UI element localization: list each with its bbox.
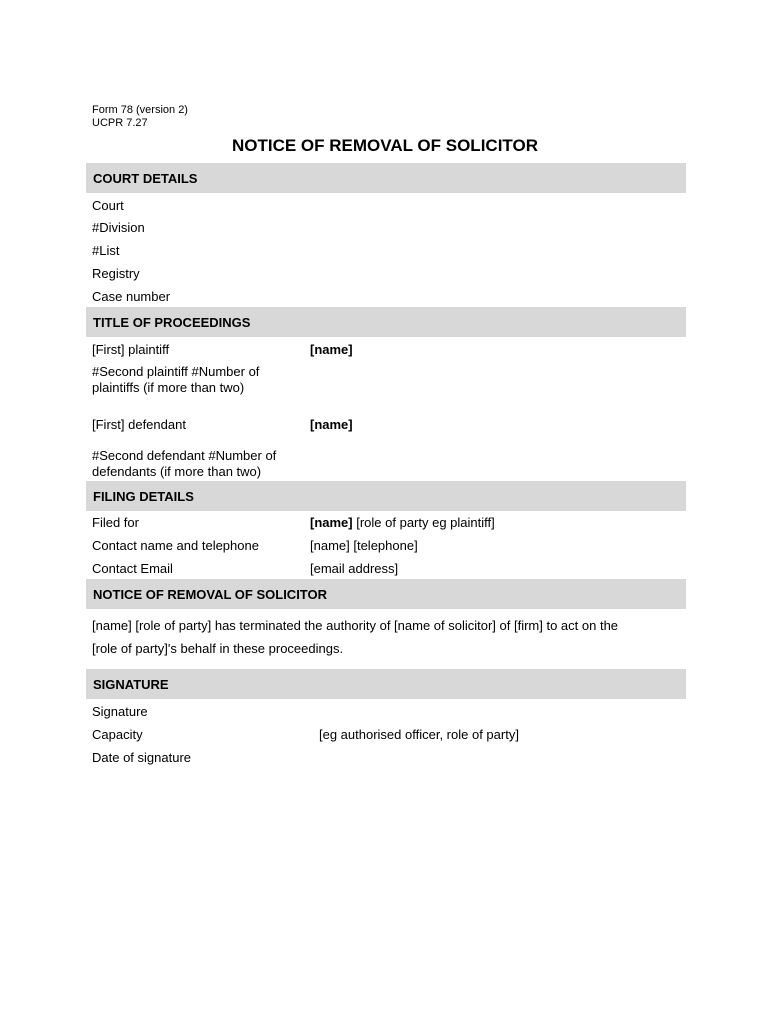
- document-title: NOTICE OF REMOVAL OF SOLICITOR: [231, 136, 538, 155]
- registry-label: Registry: [92, 266, 140, 281]
- filed-for-value: [310, 515, 495, 531]
- capacity-label: Capacity: [92, 727, 143, 742]
- form-number: Form 78 (version 2): [92, 104, 188, 116]
- first-plaintiff-value: [name]: [310, 342, 353, 357]
- form-identifier: [92, 104, 188, 130]
- section-heading: TITLE OF PROCEEDINGS: [93, 315, 251, 330]
- section-header-signature: [86, 669, 686, 699]
- section-heading: SIGNATURE: [93, 677, 169, 692]
- notice-text-line2: [role of party]'s behalf in these proceedings.: [92, 641, 344, 656]
- list-label: #List: [92, 243, 120, 258]
- second-plaintiff-label: [92, 364, 259, 396]
- first-defendant-value: [name]: [310, 417, 353, 432]
- contact-email-label: Contact Email: [92, 561, 173, 576]
- section-header-court-details: [86, 163, 686, 193]
- second-plaintiff-line1: #Second plaintiff #Number of: [92, 364, 260, 379]
- filed-for-role: [role of party eg plaintiff]: [352, 515, 495, 530]
- section-heading: COURT DETAILS: [93, 171, 198, 186]
- section-heading: NOTICE OF REMOVAL OF SOLICITOR: [93, 587, 328, 602]
- signature-label: Signature: [92, 704, 148, 719]
- first-plaintiff-label: [First] plaintiff: [92, 342, 170, 357]
- filed-for-name: [name]: [310, 515, 353, 530]
- court-label: Court: [92, 198, 124, 213]
- contact-name-value: [name] [telephone]: [310, 538, 418, 553]
- notice-text-line1: [name] [role of party] has terminated the authority of [name of solicitor] of [firm] to act on the: [92, 618, 619, 633]
- section-header-filing-details: [86, 481, 686, 511]
- contact-email-value: [email address]: [310, 561, 399, 576]
- contact-name-label: Contact name and telephone: [92, 538, 259, 553]
- date-of-signature-label: Date of signature: [92, 750, 192, 765]
- capacity-value: [eg authorised officer, role of party]: [319, 727, 519, 742]
- section-header-title-of-proceedings: [86, 307, 686, 337]
- section-header-notice: [86, 579, 686, 609]
- second-plaintiff-line2: plaintiffs (if more than two): [92, 380, 245, 395]
- case-number-label: Case number: [92, 289, 171, 304]
- section-heading: FILING DETAILS: [93, 489, 194, 504]
- second-defendant-line1: #Second defendant #Number of: [92, 448, 277, 463]
- rule-reference: UCPR 7.27: [92, 117, 148, 129]
- second-defendant-line2: defendants (if more than two): [92, 464, 262, 479]
- second-defendant-label: [92, 448, 276, 480]
- first-defendant-label: [First] defendant: [92, 417, 186, 432]
- filed-for-label: Filed for: [92, 515, 139, 530]
- division-label: #Division: [92, 220, 145, 235]
